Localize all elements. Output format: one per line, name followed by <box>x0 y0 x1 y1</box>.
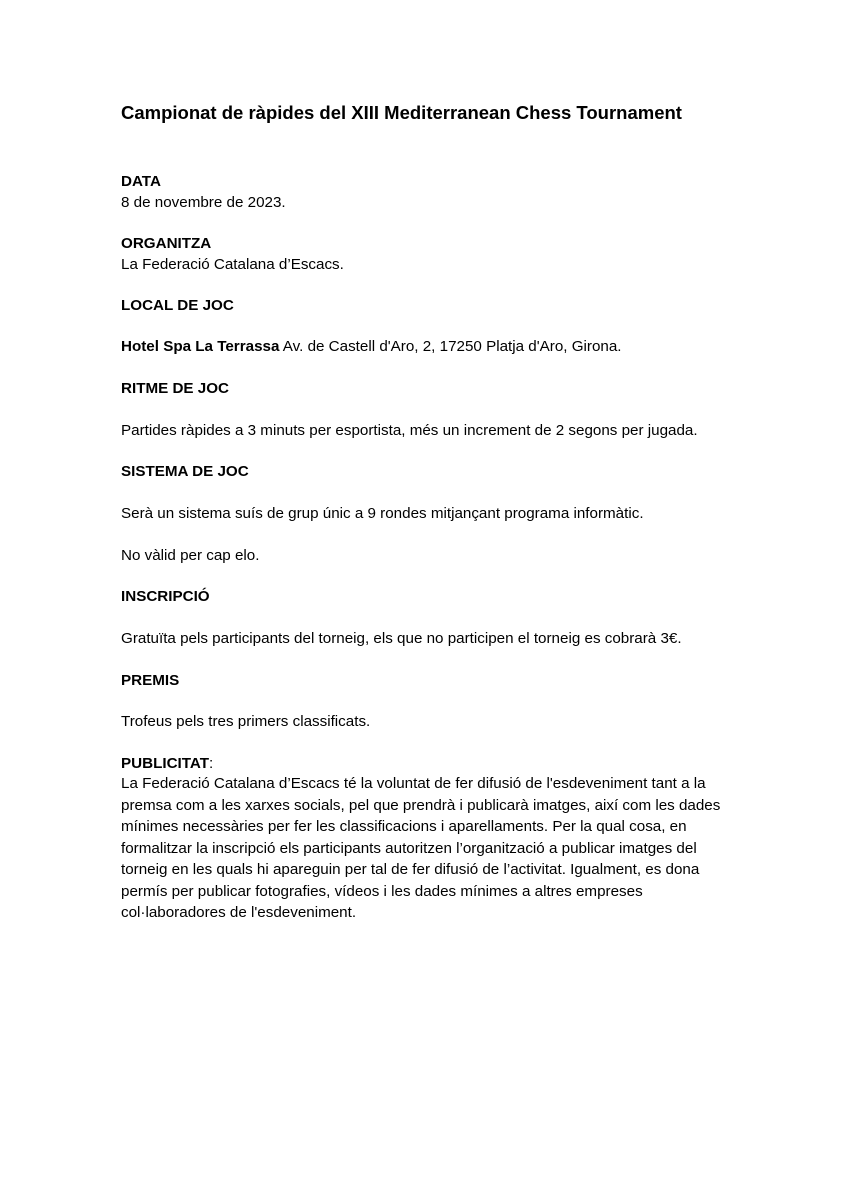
section-heading-premis: PREMIS <box>121 672 180 689</box>
publicity-line: La Federació Catalana d’Escacs té la voluntat de fer difusió de l'esdeveniment tant a la <box>121 775 706 792</box>
organizer-text: La Federació Catalana d’Escacs. <box>121 256 344 273</box>
document-title: Campionat de ràpides del XIII Mediterranean Chess Tournament <box>121 102 682 123</box>
publicity-line: formalitzar la inscripció els participants autoritzen l’organització a publicar imatges del <box>121 839 697 857</box>
publicity-line: mínimes necessàries per fer les classificacions i aparellaments. Per la qual cosa, en <box>121 818 687 835</box>
publicity-line: premsa com a les xarxes socials, pel que prendrà i publicarà imatges, així com les dades <box>121 796 721 814</box>
elo-note: No vàlid per cap elo. <box>121 547 260 564</box>
system-text: Serà un sistema suís de grup únic a 9 rondes mitjançant programa informàtic. <box>121 505 644 522</box>
registration-text: Gratuïta pels participants del torneig, els que no participen el torneig es cobrarà 3€. <box>121 630 682 647</box>
venue-name: Hotel Spa La Terrassa <box>121 338 280 355</box>
publicity-line: permís per publicar fotografies, vídeos i les dades mínimes a altres empreses <box>121 882 643 900</box>
publicitat-heading-label: PUBLICITAT <box>121 755 210 772</box>
prizes-text: Trofeus pels tres primers classificats. <box>121 713 371 730</box>
section-heading-local: LOCAL DE JOC <box>121 297 234 314</box>
section-heading-data: DATA <box>121 173 161 190</box>
section-heading-organitza: ORGANITZA <box>121 235 212 252</box>
section-heading-inscripcio: INSCRIPCIÓ <box>121 588 210 605</box>
date-text: 8 de novembre de 2023. <box>121 194 286 211</box>
section-heading-publicitat <box>121 753 213 774</box>
publicity-line: torneig en les quals hi apareguin per tal de fer difusió de l’activitat. Igualment, es dona <box>121 861 700 878</box>
rhythm-text: Partides ràpides a 3 minuts per esportista, més un increment de 2 segons per jugada. <box>121 422 698 439</box>
venue-address: Av. de Castell d'Aro, 2, 17250 Platja d'Aro, Girona. <box>279 338 622 355</box>
publicitat-heading-colon: : <box>209 755 214 772</box>
venue-line <box>121 336 622 357</box>
publicity-paragraph <box>121 773 731 924</box>
section-heading-ritme: RITME DE JOC <box>121 380 230 397</box>
section-heading-sistema: SISTEMA DE JOC <box>121 463 249 480</box>
publicity-line: col·laboradores de l'esdeveniment. <box>121 904 357 921</box>
